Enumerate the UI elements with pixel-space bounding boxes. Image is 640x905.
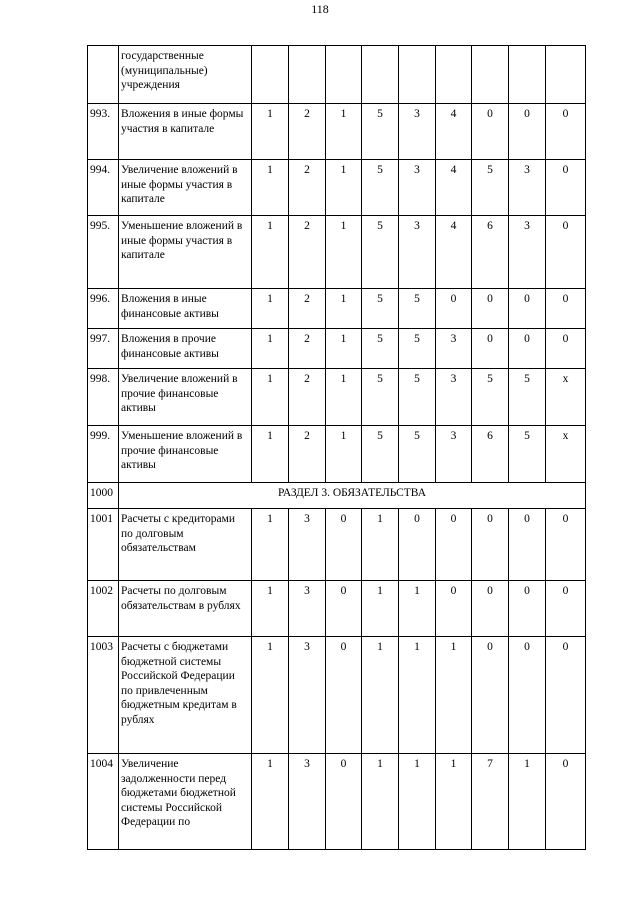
code-digit: 5 — [399, 329, 436, 369]
code-digit: 0 — [546, 289, 586, 329]
row-number — [88, 46, 119, 104]
code-digit: 5 — [399, 426, 436, 483]
code-digit: 5 — [362, 216, 399, 289]
code-digit: 5 — [399, 289, 436, 329]
table-row — [88, 637, 586, 754]
code-digit: 1 — [252, 754, 289, 850]
code-digit: 0 — [509, 104, 546, 160]
code-digit: 0 — [546, 754, 586, 850]
table-row — [88, 426, 586, 483]
code-digit: 5 — [362, 104, 399, 160]
code-digit — [252, 46, 289, 104]
row-number: 999. — [88, 426, 119, 483]
account-name: Уменьшение вложений в прочие финансовые активы — [119, 426, 252, 483]
account-name: государственные (муниципальные) учреждения — [119, 46, 252, 104]
code-digit: 3 — [436, 426, 472, 483]
table-row — [88, 581, 586, 637]
code-digit: 0 — [436, 509, 472, 581]
table-row — [88, 104, 586, 160]
row-number: 995. — [88, 216, 119, 289]
code-digit: 0 — [546, 509, 586, 581]
code-digit: 0 — [472, 329, 509, 369]
code-digit: 1 — [326, 369, 362, 426]
code-digit: 0 — [509, 581, 546, 637]
code-digit: 2 — [289, 289, 326, 329]
code-digit: 0 — [436, 289, 472, 329]
table-row — [88, 216, 586, 289]
code-digit: 1 — [326, 289, 362, 329]
code-digit — [436, 46, 472, 104]
code-digit: 4 — [436, 104, 472, 160]
code-digit: 3 — [399, 216, 436, 289]
code-digit: 1 — [436, 754, 472, 850]
table-row — [88, 754, 586, 850]
account-name: Расчеты с бюджетами бюджетной системы Российской Федерации по привлеченным бюджетным кредитам в рублях — [119, 637, 252, 754]
table-row — [88, 369, 586, 426]
table-row — [88, 160, 586, 216]
code-digit: 1 — [252, 160, 289, 216]
account-name: Расчеты по долговым обязательствам в рублях — [119, 581, 252, 637]
code-digit: 2 — [289, 369, 326, 426]
section-row — [88, 483, 586, 509]
row-number: 996. — [88, 289, 119, 329]
code-digit: 1 — [252, 637, 289, 754]
code-digit: 1 — [326, 104, 362, 160]
code-digit: 0 — [472, 637, 509, 754]
code-digit: 0 — [509, 289, 546, 329]
code-digit: 0 — [546, 104, 586, 160]
table-row — [88, 329, 586, 369]
code-digit: 4 — [436, 216, 472, 289]
code-digit: 1 — [326, 329, 362, 369]
account-name: Вложения в иные формы участия в капитале — [119, 104, 252, 160]
code-digit: 1 — [362, 754, 399, 850]
code-digit: 0 — [436, 581, 472, 637]
code-digit: 0 — [546, 637, 586, 754]
code-digit: 3 — [509, 216, 546, 289]
account-name: Расчеты с кредиторами по долговым обязательствам — [119, 509, 252, 581]
code-digit — [289, 46, 326, 104]
code-digit: 0 — [509, 637, 546, 754]
code-digit: 1 — [399, 637, 436, 754]
code-digit — [399, 46, 436, 104]
code-digit: 1 — [362, 581, 399, 637]
row-number: 1003 — [88, 637, 119, 754]
code-digit: 1 — [326, 426, 362, 483]
code-digit — [546, 46, 586, 104]
code-digit: 5 — [362, 289, 399, 329]
row-number: 998. — [88, 369, 119, 426]
code-digit: 1 — [252, 289, 289, 329]
code-digit: 1 — [252, 216, 289, 289]
code-digit: 1 — [252, 581, 289, 637]
code-digit: 5 — [472, 160, 509, 216]
table-row — [88, 289, 586, 329]
section-title: РАЗДЕЛ 3. ОБЯЗАТЕЛЬСТВА — [119, 483, 586, 509]
account-codes-table — [87, 45, 586, 850]
code-digit: 1 — [362, 637, 399, 754]
code-digit: 5 — [362, 369, 399, 426]
code-digit: 5 — [362, 426, 399, 483]
code-digit — [326, 46, 362, 104]
code-digit: 5 — [362, 329, 399, 369]
code-digit: 3 — [399, 160, 436, 216]
code-digit: 5 — [399, 369, 436, 426]
code-digit: 1 — [399, 754, 436, 850]
row-number: 1001 — [88, 509, 119, 581]
table-row — [88, 46, 586, 104]
code-digit: 0 — [472, 289, 509, 329]
code-digit: 0 — [326, 754, 362, 850]
row-number: 997. — [88, 329, 119, 369]
code-digit: 2 — [289, 104, 326, 160]
code-digit: 0 — [399, 509, 436, 581]
code-digit: 7 — [472, 754, 509, 850]
code-digit: 0 — [326, 637, 362, 754]
account-name: Уменьшение вложений в иные формы участия в капитале — [119, 216, 252, 289]
code-digit: 2 — [289, 160, 326, 216]
page-number: 118 — [311, 2, 329, 16]
code-digit: 0 — [509, 509, 546, 581]
code-digit: 1 — [252, 369, 289, 426]
code-digit: 1 — [326, 216, 362, 289]
code-digit: 0 — [546, 216, 586, 289]
code-digit: 2 — [289, 329, 326, 369]
code-digit: 0 — [472, 581, 509, 637]
row-number: 994. — [88, 160, 119, 216]
code-digit: 1 — [252, 509, 289, 581]
code-digit — [362, 46, 399, 104]
code-digit: 3 — [289, 637, 326, 754]
account-name: Увеличение вложений в иные формы участия в капитале — [119, 160, 252, 216]
code-digit: 5 — [362, 160, 399, 216]
account-name: Вложения в иные финансовые активы — [119, 289, 252, 329]
code-digit: 1 — [509, 754, 546, 850]
account-name: Увеличение вложений в прочие финансовые активы — [119, 369, 252, 426]
code-digit: 3 — [436, 369, 472, 426]
row-number: 1000 — [88, 483, 119, 509]
code-digit: x — [546, 426, 586, 483]
code-digit: 1 — [436, 637, 472, 754]
code-digit: 1 — [252, 329, 289, 369]
code-digit: 1 — [362, 509, 399, 581]
table-row — [88, 509, 586, 581]
code-digit: 1 — [399, 581, 436, 637]
code-digit: 3 — [289, 754, 326, 850]
code-digit: 6 — [472, 216, 509, 289]
code-digit — [509, 46, 546, 104]
code-digit: 0 — [326, 509, 362, 581]
code-digit: 3 — [399, 104, 436, 160]
code-digit: 1 — [326, 160, 362, 216]
code-digit: 2 — [289, 426, 326, 483]
code-digit: 0 — [546, 160, 586, 216]
code-digit: 5 — [472, 369, 509, 426]
code-digit: 1 — [252, 426, 289, 483]
code-digit: 0 — [326, 581, 362, 637]
code-digit: 1 — [252, 104, 289, 160]
code-digit: 6 — [472, 426, 509, 483]
code-digit: 3 — [509, 160, 546, 216]
code-digit: 0 — [472, 104, 509, 160]
account-name: Увеличение задолженности перед бюджетами бюджетной системы Российской Федерации по — [119, 754, 252, 850]
code-digit: 4 — [436, 160, 472, 216]
code-digit: 0 — [509, 329, 546, 369]
code-digit: 5 — [509, 426, 546, 483]
code-digit: 3 — [436, 329, 472, 369]
code-digit: 3 — [289, 509, 326, 581]
account-name: Вложения в прочие финансовые активы — [119, 329, 252, 369]
row-number: 1004 — [88, 754, 119, 850]
code-digit: 2 — [289, 216, 326, 289]
row-number: 1002 — [88, 581, 119, 637]
code-digit: 0 — [472, 509, 509, 581]
code-digit: 3 — [289, 581, 326, 637]
code-digit — [472, 46, 509, 104]
row-number: 993. — [88, 104, 119, 160]
code-digit: 0 — [546, 581, 586, 637]
code-digit: 5 — [509, 369, 546, 426]
code-digit: 0 — [546, 329, 586, 369]
code-digit: x — [546, 369, 586, 426]
